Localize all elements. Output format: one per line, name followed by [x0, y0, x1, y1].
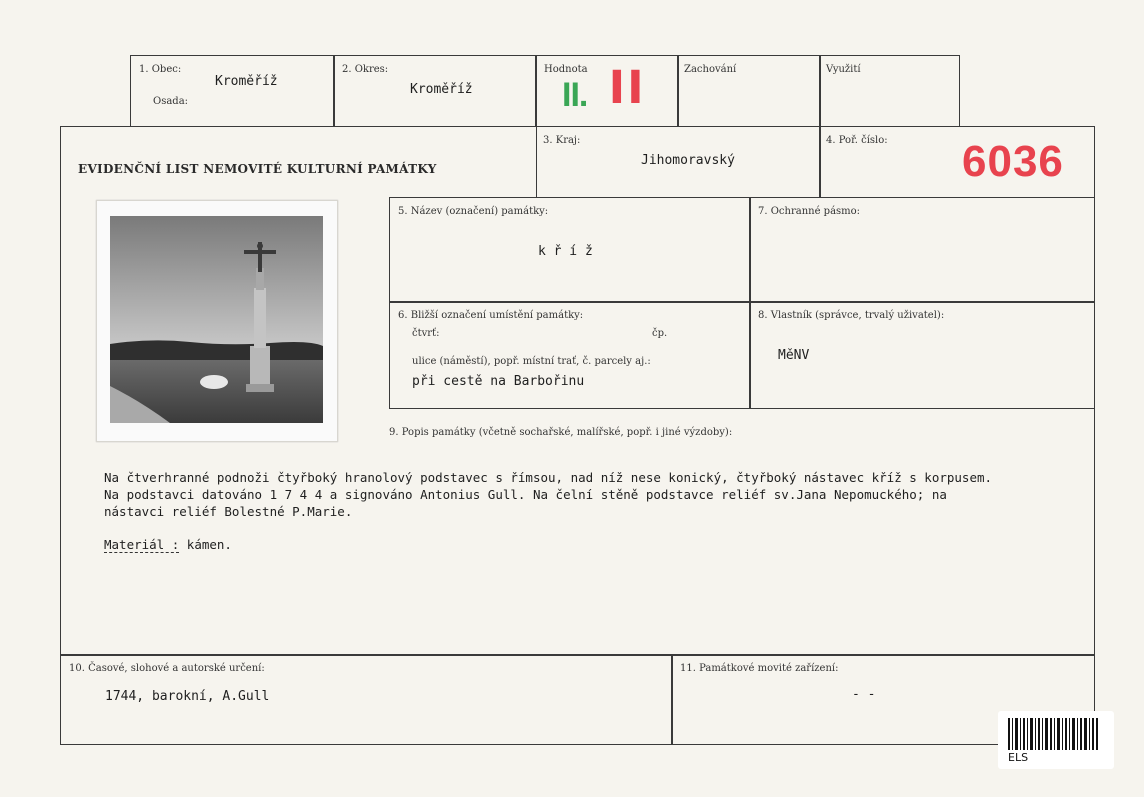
zachovani-cell — [677, 55, 821, 127]
vyuziti-label: Využití — [826, 64, 861, 75]
vlastnik-value: MěNV — [778, 348, 810, 363]
cross-photo — [110, 216, 323, 423]
kraj-label: 3. Kraj: — [543, 135, 581, 146]
vlastnik-label: 8. Vlastník (správce, trvalý uživatel): — [758, 310, 945, 321]
zachovani-label: Zachování — [684, 64, 737, 75]
obec-cell — [130, 55, 335, 127]
hodnota-label: Hodnota — [544, 64, 588, 75]
cross-photo-image — [110, 216, 323, 423]
okres-label: 2. Okres: — [342, 64, 389, 75]
pasmo-cell — [749, 197, 1095, 303]
kraj-cell — [536, 126, 821, 198]
popis-text — [104, 469, 992, 520]
hodnota-green-mark: II. — [562, 76, 588, 114]
barcode-icon — [1008, 718, 1100, 750]
obec-value: Kroměříž — [215, 74, 278, 89]
nazev-cell — [389, 197, 751, 303]
osada-label: Osada: — [153, 96, 189, 107]
material-label: Materiál : — [104, 537, 180, 552]
okres-value: Kroměříž — [410, 82, 473, 97]
umisteni-cell — [389, 301, 751, 409]
pasmo-label: 7. Ochranné pásmo: — [758, 206, 861, 217]
form-title: EVIDENČNÍ LIST NEMOVITÉ KULTURNÍ PAMÁTKY — [78, 162, 437, 176]
cp-label: čp. — [652, 328, 668, 339]
umisteni-label: 6. Bližší označení umístění památky: — [398, 310, 584, 321]
urceni-label: 10. Časové, slohové a autorské určení: — [69, 663, 265, 674]
kraj-value: Jihomoravský — [641, 153, 735, 168]
material-value: kámen. — [186, 537, 232, 552]
por-cislo-cell — [819, 126, 1095, 198]
popis-line-2: Na podstavci datováno 1 7 4 4 a signováno Antonius Gull. Na čelní stěně podstavce reliéf sv.Jana Nepomuckého; na — [104, 487, 947, 502]
nazev-label: 5. Název (označení) památky: — [398, 206, 549, 217]
hodnota-cell — [535, 55, 679, 127]
por-cislo-value: 6036 — [962, 137, 1064, 186]
okres-cell — [333, 55, 537, 127]
barcode-label — [998, 711, 1114, 769]
popis-label: 9. Popis památky (včetně sochařské, malířské, popř. i jiné výzdoby): — [389, 427, 733, 438]
zarizeni-value: - - — [852, 687, 876, 702]
hodnota-red-mark: II — [608, 61, 646, 114]
material-line — [104, 536, 232, 553]
ctvrt-label: čtvrť: — [412, 328, 440, 339]
nazev-value: k ř í ž — [538, 244, 593, 259]
obec-label: 1. Obec: — [139, 64, 182, 75]
barcode-text: ELS — [1008, 751, 1029, 764]
urceni-value: 1744, barokní, A.Gull — [105, 689, 270, 704]
ulice-label: ulice (náměstí), popř. místní trať, č. parcely aj.: — [412, 356, 651, 367]
zarizeni-label: 11. Památkové movité zařízení: — [680, 663, 839, 674]
urceni-cell — [60, 654, 673, 745]
popis-line-3: nástavci reliéf Bolestné P.Marie. — [104, 504, 353, 519]
popis-line-1: Na čtverhranné podnoži čtyřboký hranolový podstavec s římsou, nad níž nese konický, čtyřboký nástavec kříž s korpusem. — [104, 470, 993, 485]
umisteni-value: při cestě na Barbořinu — [412, 374, 585, 389]
por-cislo-label: 4. Poř. číslo: — [826, 135, 888, 146]
vyuziti-cell — [819, 55, 960, 127]
vlastnik-cell — [749, 301, 1095, 409]
